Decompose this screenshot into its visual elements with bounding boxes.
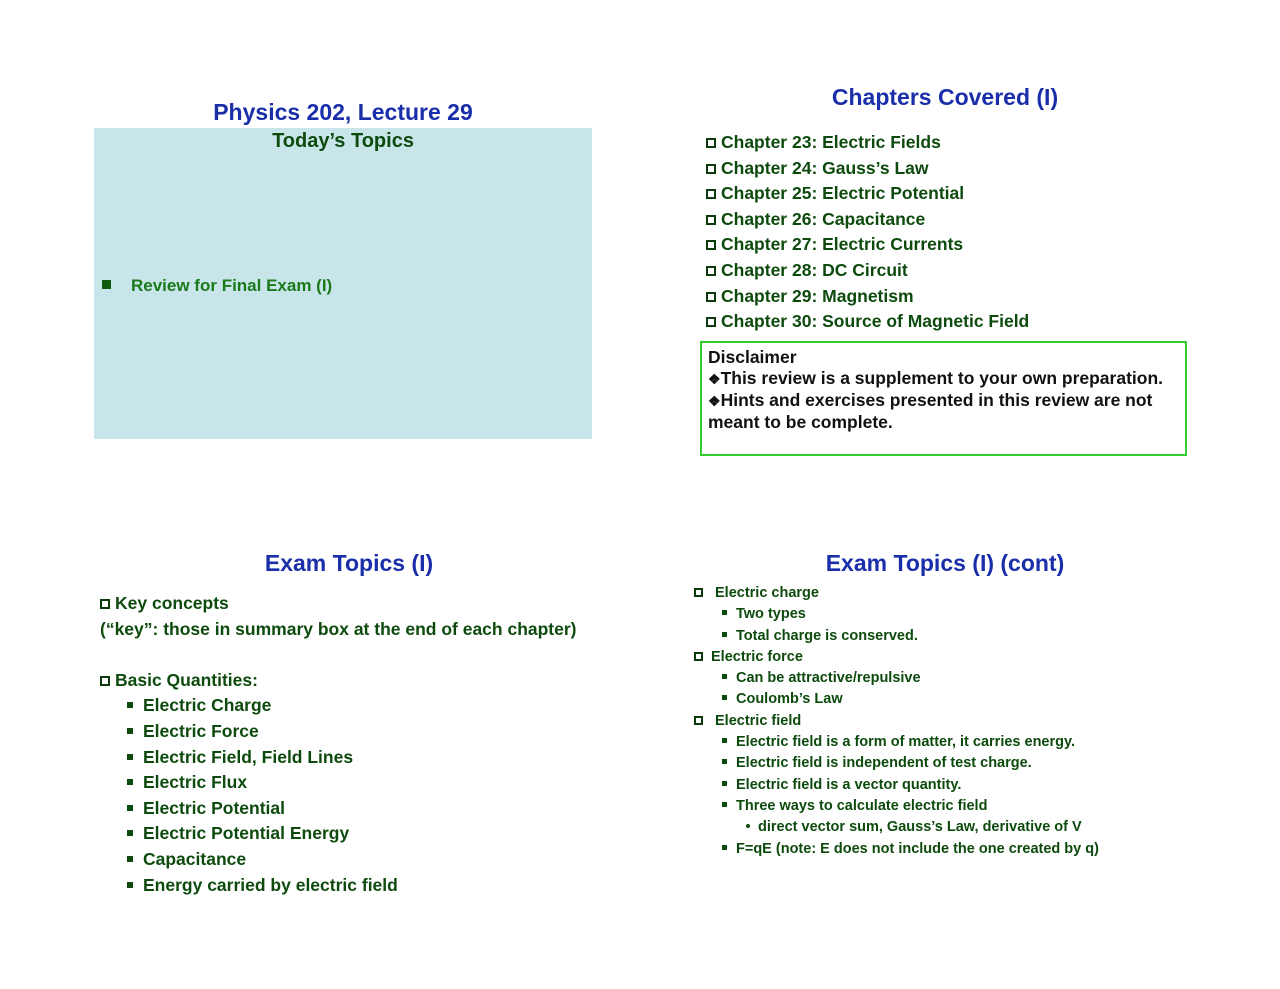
disclaimer-heading: Disclaimer — [708, 347, 797, 367]
quantity-label: Capacitance — [143, 848, 247, 869]
topic-item — [694, 669, 1099, 690]
chapter-list — [706, 131, 1029, 336]
disclaimer-text: Hints and exercises presented in this review are not meant to be complete. — [708, 390, 1153, 432]
quantity-item — [100, 771, 577, 797]
diamond-bullet-icon: ❖ — [708, 393, 721, 409]
chapter-item — [706, 233, 1029, 259]
basic-quantities-line — [100, 669, 577, 695]
quantity-label: Electric Field, Field Lines — [143, 746, 354, 767]
quantity-item — [100, 874, 577, 900]
slide2-title: Chapters Covered (I) — [831, 84, 1059, 110]
chapter-label: Chapter 24: Gauss’s Law — [721, 157, 929, 178]
quantity-item — [100, 694, 577, 720]
square-bullet-icon — [722, 695, 727, 700]
square-bullet-icon — [127, 830, 133, 836]
quantity-item — [100, 720, 577, 746]
exam-topics-content — [100, 592, 577, 899]
topic-item — [694, 797, 1099, 818]
disclaimer-line — [708, 390, 1185, 433]
key-concepts-line — [100, 592, 577, 618]
dot-bullet-icon — [746, 824, 750, 828]
checkbox-bullet-icon — [706, 164, 716, 174]
topic-item-label: Electric field is a form of matter, it carries energy. — [736, 734, 1076, 751]
topic-item — [694, 776, 1099, 797]
quantity-item — [100, 848, 577, 874]
chapter-label: Chapter 29: Magnetism — [721, 285, 914, 306]
quantity-label: Electric Charge — [143, 695, 272, 716]
square-bullet-icon — [102, 280, 111, 289]
chapter-item — [706, 285, 1029, 311]
chapter-item — [706, 157, 1029, 183]
checkbox-bullet-icon — [706, 317, 716, 327]
chapter-label: Chapter 28: DC Circuit — [721, 259, 908, 280]
chapter-item — [706, 208, 1029, 234]
checkbox-bullet-icon — [706, 292, 716, 302]
chapter-item — [706, 259, 1029, 285]
square-bullet-icon — [127, 779, 133, 785]
key-note: (“key”: those in summary box at the end of each chapter) — [100, 618, 577, 639]
square-bullet-icon — [722, 759, 727, 764]
quantity-item — [100, 746, 577, 772]
slide1-title: Physics 202, Lecture 29 — [213, 99, 473, 125]
quantity-label: Electric Potential Energy — [143, 823, 350, 844]
topic-item — [694, 840, 1099, 861]
quantity-label: Electric Force — [143, 720, 259, 741]
todays-topics-panel — [94, 128, 592, 439]
topic-item — [694, 627, 1099, 648]
diamond-bullet-icon: ❖ — [708, 371, 721, 387]
topic-heading — [694, 712, 1099, 733]
topic-heading — [694, 648, 1099, 669]
square-bullet-icon — [127, 702, 133, 708]
square-bullet-icon — [127, 754, 133, 760]
topic-item-label: Total charge is conserved. — [736, 627, 918, 644]
topic-item — [694, 733, 1099, 754]
topic-sub-item-label: direct vector sum, Gauss’s Law, derivative of V — [758, 819, 1082, 836]
chapter-label: Chapter 30: Source of Magnetic Field — [721, 311, 1030, 332]
chapter-item — [706, 310, 1029, 336]
slide4-title: Exam Topics (I) (cont) — [825, 550, 1065, 576]
topic-item-label: Coulomb’s Law — [736, 691, 843, 708]
slide3-title: Exam Topics (I) — [264, 550, 434, 576]
square-bullet-icon — [127, 805, 133, 811]
quantity-label: Energy carried by electric field — [143, 874, 398, 895]
checkbox-bullet-icon — [706, 189, 716, 199]
square-bullet-icon — [127, 728, 133, 734]
square-bullet-icon — [722, 845, 727, 850]
topic-item-label: F=qE (note: E does not include the one created by q) — [736, 840, 1099, 857]
topic-sub-item — [694, 818, 1099, 839]
topic-item-label: Electric field is a vector quantity. — [736, 776, 962, 793]
square-bullet-icon — [722, 781, 727, 786]
disclaimer-box — [700, 341, 1187, 456]
square-bullet-icon — [722, 802, 727, 807]
topic-item-label: Review for Final Exam (I) — [131, 276, 333, 295]
checkbox-bullet-icon — [706, 240, 716, 250]
topic-item-label: Three ways to calculate electric field — [736, 797, 988, 814]
checkbox-bullet-icon — [706, 266, 716, 276]
topic-item-label: Can be attractive/repulsive — [736, 670, 921, 687]
chapter-label: Chapter 25: Electric Potential — [721, 183, 965, 204]
disclaimer-line — [708, 368, 1185, 390]
topic-item-label: Two types — [736, 606, 806, 623]
basic-quantities-label: Basic Quantities: — [115, 669, 258, 690]
checkbox-bullet-icon — [694, 652, 703, 661]
topic-item — [102, 276, 332, 296]
quantity-item — [100, 822, 577, 848]
topic-item — [694, 754, 1099, 775]
chapter-label: Chapter 23: Electric Fields — [721, 132, 941, 152]
checkbox-bullet-icon — [694, 588, 703, 597]
checkbox-bullet-icon — [100, 599, 110, 609]
checkbox-bullet-icon — [694, 716, 703, 725]
topic-item — [694, 690, 1099, 711]
square-bullet-icon — [127, 856, 133, 862]
spacer — [100, 643, 577, 669]
quantity-item — [100, 797, 577, 823]
chapter-item — [706, 182, 1029, 208]
todays-topics-heading: Today’s Topics — [272, 130, 414, 152]
topic-heading-label: Electric field — [715, 712, 802, 729]
topic-heading-label: Electric charge — [715, 585, 819, 601]
chapter-label: Chapter 26: Capacitance — [721, 208, 926, 229]
topic-heading-label: Electric force — [711, 648, 803, 665]
chapter-item — [706, 131, 1029, 157]
topic-item — [694, 605, 1099, 626]
chapter-label: Chapter 27: Electric Currents — [721, 234, 964, 255]
checkbox-bullet-icon — [706, 215, 716, 225]
quantity-label: Electric Flux — [143, 772, 248, 793]
square-bullet-icon — [722, 610, 727, 615]
square-bullet-icon — [722, 632, 727, 637]
quantity-label: Electric Potential — [143, 797, 285, 818]
topic-heading — [694, 584, 1099, 605]
disclaimer-text: This review is a supplement to your own preparation. — [720, 368, 1164, 388]
square-bullet-icon — [722, 674, 727, 679]
square-bullet-icon — [722, 738, 727, 743]
checkbox-bullet-icon — [706, 138, 716, 148]
exam-topics-cont-content — [694, 584, 1099, 861]
square-bullet-icon — [127, 882, 133, 888]
key-concepts-label: Key concepts — [115, 593, 229, 613]
checkbox-bullet-icon — [100, 676, 110, 686]
topic-item-label: Electric field is independent of test charge. — [736, 755, 1032, 772]
